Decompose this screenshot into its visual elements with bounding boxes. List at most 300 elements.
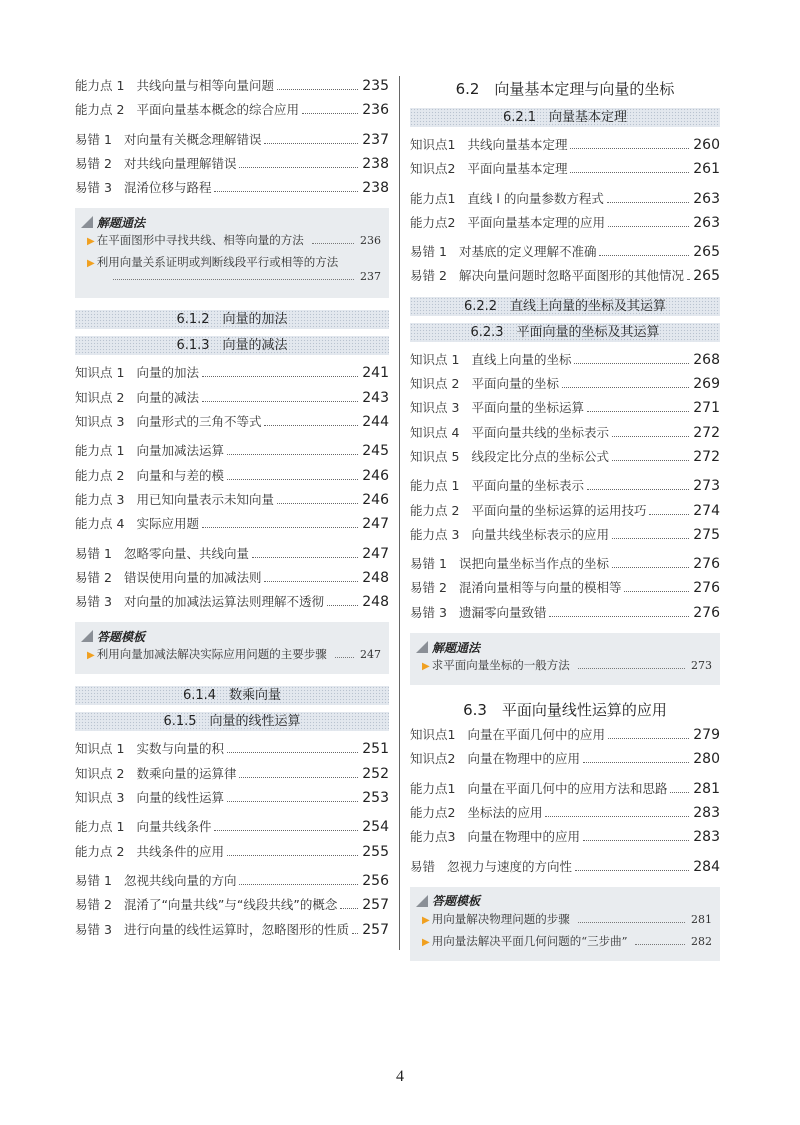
arrow-right-icon: ▶ [422, 914, 430, 926]
toc-entry[interactable] [75, 490, 389, 514]
method-entry[interactable] [81, 254, 381, 292]
toc-entry[interactable] [410, 749, 720, 773]
entry-title: 直线 l 的向量参数方程式 [467, 190, 604, 206]
entry-label: 能力点 1 [75, 443, 125, 459]
entry-title: 向量在平面几何中的应用 [467, 727, 605, 743]
page-number: 4 [396, 1068, 404, 1085]
entry-title: 错误使用向量的加减法则 [123, 569, 262, 585]
method-entry-page: 237 [360, 270, 381, 284]
toc-entry[interactable] [75, 441, 389, 465]
entry-title: 对基底的定义理解不准确 [458, 244, 597, 260]
toc-entry[interactable] [410, 725, 720, 749]
dot-leader [113, 279, 354, 280]
dot-leader [227, 752, 358, 753]
toc-entry[interactable] [410, 501, 720, 525]
method-entry-page: 281 [691, 912, 712, 926]
entry-label: 易错 3 [75, 921, 112, 937]
entry-label: 能力点1 [410, 780, 456, 796]
entry-title: 实际应用题 [136, 516, 199, 532]
entry-label: 知识点 5 [410, 448, 460, 464]
entry-title: 向量在物理中的应用 [467, 829, 580, 845]
toc-left-column [75, 76, 389, 949]
method-entry-title: 利用向量关系证明或判断线段平行或相等的方法 [96, 255, 339, 270]
entry-title: 忽视共线向量的方向 [123, 872, 237, 888]
entry-page: 246 [362, 491, 389, 508]
entry-page: 254 [362, 819, 389, 836]
entry-label: 知识点 3 [75, 790, 125, 806]
dot-leader [327, 605, 358, 606]
toc-entry-group [75, 76, 389, 125]
method-entry[interactable] [81, 232, 381, 254]
toc-entry[interactable] [75, 817, 389, 841]
dot-leader [202, 527, 358, 528]
toc-entry-group [410, 857, 720, 881]
dot-leader [608, 738, 689, 739]
method-box [410, 887, 720, 961]
entry-title: 线段定比分点的坐标公式 [471, 448, 609, 464]
entry-label: 能力点 1 [410, 478, 460, 494]
dot-leader [302, 113, 358, 114]
entry-label: 能力点3 [410, 829, 456, 845]
entry-label: 易错 2 [410, 580, 447, 596]
dot-leader [239, 884, 358, 885]
entry-title: 实数与向量的积 [136, 741, 224, 757]
entry-page: 245 [362, 443, 389, 460]
method-box-title [81, 626, 381, 646]
toc-entry[interactable] [410, 189, 720, 213]
toc-entry-group [410, 189, 720, 238]
method-box-title [416, 637, 712, 657]
entry-title: 平面向量基本概念的综合应用 [136, 102, 299, 118]
section-banner[interactable]: 6.1.2 向量的加法 [75, 310, 389, 329]
method-box-title [81, 212, 381, 232]
toc-entry-group [410, 554, 720, 627]
entry-page: 283 [693, 829, 720, 846]
toc-entry-group [75, 817, 389, 866]
entry-label: 知识点 2 [75, 765, 125, 781]
corner-triangle-icon [416, 895, 428, 907]
entry-page: 260 [693, 137, 720, 153]
dot-leader [575, 870, 689, 871]
arrow-right-icon: ▶ [87, 258, 95, 270]
entry-title: 忽略零向量、共线向量 [123, 545, 249, 561]
entry-page: 276 [693, 556, 720, 573]
dot-leader [670, 792, 689, 793]
entry-page: 275 [693, 526, 720, 543]
entry-label: 知识点 1 [75, 741, 125, 757]
toc-entry[interactable] [410, 827, 720, 851]
entry-title: 对向量有关概念理解错误 [123, 131, 262, 147]
entry-page: 244 [362, 414, 389, 431]
entry-title: 共线条件的应用 [136, 843, 224, 859]
entry-title: 向量共线坐标表示的应用 [471, 526, 609, 542]
entry-page: 265 [693, 268, 720, 285]
entry-label: 能力点 2 [75, 102, 125, 118]
dot-leader [578, 922, 685, 923]
entry-title: 向量的减法 [136, 389, 199, 405]
dot-leader [649, 514, 689, 515]
entry-page: 272 [693, 448, 720, 465]
entry-title: 对共线向量理解错误 [123, 155, 237, 171]
entry-label: 知识点1 [410, 727, 456, 743]
toc-entry[interactable] [410, 803, 720, 827]
dot-leader [214, 191, 358, 192]
dot-leader [227, 801, 358, 802]
toc-entry-group [75, 871, 389, 944]
dot-leader [607, 202, 689, 203]
dot-leader [227, 454, 358, 455]
toc-entry[interactable] [410, 135, 720, 159]
dot-leader [202, 401, 358, 402]
toc-entry[interactable] [75, 363, 389, 387]
entry-title: 解决向量问题时忽略平面图形的其他情况 [458, 268, 684, 284]
method-box [410, 633, 720, 685]
column-divider [399, 76, 400, 950]
entry-page: 255 [362, 843, 389, 860]
toc-entry-group [410, 350, 720, 471]
entry-page: 272 [693, 424, 720, 441]
toc-entry[interactable] [410, 159, 720, 183]
entry-label: 易错 1 [75, 131, 112, 147]
entry-title: 混淆了“向量共线”与“线段共线”的概念 [123, 897, 338, 913]
entry-label: 易错 2 [75, 897, 112, 913]
entry-page: 263 [693, 214, 720, 231]
entry-title: 坐标法的应用 [467, 804, 543, 820]
section-banner[interactable]: 6.1.4 数乘向量 [75, 686, 389, 705]
toc-entry-group [75, 544, 389, 617]
method-box-title-text: 答题模板 [97, 629, 146, 644]
entry-page: 238 [362, 155, 389, 172]
method-box-title-text: 答题模板 [432, 894, 481, 909]
dot-leader [239, 167, 358, 168]
entry-page: 269 [693, 376, 720, 393]
toc-entry[interactable] [410, 242, 720, 266]
entry-label: 知识点1 [410, 137, 456, 152]
entry-label: 易错 2 [75, 155, 112, 171]
entry-title: 遗漏零向量致错 [458, 604, 547, 620]
dot-leader [612, 460, 689, 461]
entry-label: 易错 [410, 858, 436, 874]
entry-title: 向量的加法 [136, 365, 199, 381]
entry-label: 能力点2 [410, 804, 456, 820]
chapter-heading[interactable]: 6.2 向量基本定理与向量的坐标 [455, 80, 675, 98]
entry-page: 251 [362, 741, 389, 758]
section-banner[interactable]: 6.2.3 平面向量的坐标及其运算 [410, 323, 720, 342]
corner-triangle-icon [416, 641, 428, 653]
dot-leader [214, 830, 358, 831]
entry-label: 能力点 2 [75, 467, 125, 483]
toc-entry[interactable] [75, 412, 389, 436]
toc-entry[interactable] [410, 266, 720, 290]
toc-entry[interactable] [410, 447, 720, 471]
entry-page: 257 [362, 921, 389, 938]
method-entry-page: 282 [691, 934, 712, 948]
entry-page: 280 [693, 751, 720, 768]
dot-leader [608, 226, 689, 227]
entry-label: 易错 2 [75, 569, 112, 585]
section-banner[interactable]: 6.2.2 直线上向量的坐标及其运算 [410, 297, 720, 316]
toc-entry[interactable] [75, 920, 389, 944]
corner-triangle-icon [81, 630, 93, 642]
toc-entry[interactable] [410, 423, 720, 447]
toc-entry[interactable] [410, 525, 720, 549]
arrow-right-icon: ▶ [422, 936, 430, 948]
entry-label: 易错 1 [75, 872, 112, 888]
arrow-right-icon: ▶ [87, 236, 95, 248]
toc-entry[interactable] [410, 476, 720, 500]
toc-entry[interactable] [410, 398, 720, 422]
dot-leader [587, 411, 689, 412]
dot-leader [570, 172, 689, 173]
entry-title: 共线向量与相等向量问题 [136, 78, 274, 93]
entry-title: 平面向量的坐标表示 [471, 478, 584, 494]
dot-leader [624, 591, 689, 592]
toc-entry[interactable] [75, 178, 389, 202]
method-entry[interactable] [416, 657, 712, 679]
dot-leader [277, 503, 358, 504]
entry-label: 能力点 3 [75, 491, 125, 507]
chapter-heading[interactable]: 6.3 平面向量线性运算的应用 [463, 701, 667, 720]
section-banner[interactable]: 6.1.5 向量的线性运算 [75, 712, 389, 731]
entry-page: 252 [362, 765, 389, 782]
entry-page: 279 [693, 727, 720, 744]
toc-entry-group [75, 441, 389, 538]
entry-label: 能力点2 [410, 214, 456, 230]
entry-page: 273 [693, 478, 720, 495]
toc-entry-group [410, 779, 720, 852]
entry-page: 261 [693, 161, 720, 178]
dot-leader [578, 668, 685, 669]
entry-title: 平面向量的坐标运算 [471, 400, 584, 416]
toc-entry[interactable] [75, 739, 389, 763]
method-entry-title: 用向量解决物理问题的步骤 [431, 911, 570, 926]
dot-leader [587, 489, 689, 490]
dot-leader [549, 616, 689, 617]
toc-entry[interactable] [410, 554, 720, 578]
toc-entry-group [410, 725, 720, 774]
toc-entry[interactable] [75, 871, 389, 895]
entry-title: 向量和与差的模 [136, 467, 224, 483]
method-entry[interactable] [416, 911, 712, 933]
dot-leader [252, 557, 358, 558]
entry-label: 能力点1 [410, 190, 456, 206]
entry-page: 265 [693, 244, 720, 261]
corner-triangle-icon [81, 216, 93, 228]
toc-entry[interactable] [410, 603, 720, 627]
dot-leader [599, 255, 689, 256]
entry-page: 243 [362, 389, 389, 406]
entry-page: 274 [693, 502, 720, 519]
method-entry-title: 求平面向量坐标的一般方法 [431, 658, 570, 673]
dot-leader [562, 387, 689, 388]
dot-leader [312, 243, 354, 244]
method-box-title-text: 解题通法 [97, 215, 146, 230]
entry-label: 易错 1 [410, 244, 447, 260]
toc-entry[interactable] [410, 350, 720, 374]
entry-page: 276 [693, 604, 720, 621]
toc-entry[interactable] [75, 764, 389, 788]
entry-title: 向量的线性运算 [136, 790, 224, 806]
method-entry-page: 236 [360, 234, 381, 248]
entry-label: 知识点 3 [75, 414, 125, 430]
toc-entry[interactable] [75, 788, 389, 812]
toc-entry[interactable] [410, 578, 720, 602]
entry-title: 向量在物理中的应用 [467, 751, 580, 767]
section-banner[interactable]: 6.2.1 向量基本定理 [410, 108, 720, 127]
dot-leader [202, 376, 358, 377]
entry-page: 271 [693, 400, 720, 417]
entry-page: 237 [362, 131, 389, 148]
dot-leader [612, 567, 689, 568]
dot-leader [574, 363, 689, 364]
entry-page: 284 [693, 858, 720, 875]
method-entry-page: 273 [691, 659, 712, 673]
entry-page: 253 [362, 790, 389, 807]
dot-leader [583, 840, 689, 841]
entry-page: 246 [362, 467, 389, 484]
entry-title: 对向量的加减法运算法则理解不透彻 [123, 594, 324, 610]
entry-title: 忽视力与速度的方向性 [447, 858, 573, 874]
toc-entry-group [410, 135, 720, 184]
toc-entry[interactable] [75, 466, 389, 490]
toc-entry-group [75, 739, 389, 812]
entry-label: 知识点 1 [410, 351, 460, 367]
dot-leader [239, 777, 358, 778]
entry-title: 误把向量坐标当作点的坐标 [458, 556, 609, 572]
entry-page: 276 [693, 580, 720, 597]
method-entry-page: 247 [360, 648, 381, 662]
entry-label: 能力点 2 [410, 502, 460, 518]
entry-title: 平面向量基本定理 [467, 161, 568, 177]
entry-label: 知识点 4 [410, 424, 460, 440]
entry-title: 向量共线条件 [136, 819, 212, 835]
entry-page: 241 [362, 365, 389, 382]
entry-label: 能力点 1 [75, 819, 125, 835]
entry-label: 知识点 2 [75, 389, 125, 405]
dot-leader [687, 279, 689, 280]
section-banner[interactable]: 6.1.3 向量的减法 [75, 336, 389, 355]
entry-title: 向量形式的三角不等式 [136, 414, 262, 430]
toc-entry[interactable] [75, 895, 389, 919]
toc-entry[interactable] [75, 514, 389, 538]
entry-title: 向量在平面几何中的应用方法和思路 [467, 780, 668, 796]
dot-leader [612, 436, 689, 437]
entry-page: 263 [693, 190, 720, 207]
arrow-right-icon: ▶ [422, 661, 430, 673]
method-entry-continuation [87, 270, 381, 292]
entry-label: 易错 3 [410, 604, 447, 620]
entry-title: 平面向量共线的坐标表示 [471, 424, 609, 440]
entry-label: 知识点 3 [410, 400, 460, 416]
entry-label: 能力点 4 [75, 516, 125, 532]
dot-leader [277, 89, 358, 90]
entry-label: 易错 1 [410, 556, 447, 572]
dot-leader [583, 762, 689, 763]
toc-entry-group [75, 130, 389, 203]
toc-entry[interactable] [75, 100, 389, 124]
entry-page: 236 [362, 102, 389, 119]
dot-leader [352, 933, 358, 934]
toc-entry[interactable] [75, 388, 389, 412]
entry-label: 能力点 3 [410, 526, 460, 542]
method-entry[interactable] [81, 646, 381, 668]
toc-entry[interactable] [75, 154, 389, 178]
entry-label: 易错 1 [75, 545, 112, 561]
entry-title: 直线上向量的坐标 [471, 351, 572, 367]
method-entry-title: 在平面图形中寻找共线、相等向量的方法 [96, 233, 304, 248]
toc-entry-group [410, 476, 720, 549]
dot-leader [612, 538, 689, 539]
entry-label: 易错 3 [75, 180, 112, 196]
toc-entry[interactable] [410, 213, 720, 237]
entry-page: 248 [362, 594, 389, 611]
entry-label: 知识点2 [410, 751, 456, 767]
entry-page: 238 [362, 180, 389, 197]
entry-page: 235 [362, 78, 389, 94]
entry-title: 进行向量的线性运算时，忽略图形的性质 [123, 921, 349, 937]
dot-leader [340, 908, 358, 909]
method-entry-title: 利用向量加减法解决实际应用问题的主要步骤 [96, 647, 327, 662]
entry-title: 用已知向量表示未知向量 [136, 491, 274, 507]
entry-title: 共线向量基本定理 [467, 137, 568, 152]
method-box-title [416, 891, 712, 911]
method-box [75, 622, 389, 674]
method-box [75, 208, 389, 298]
toc-entry[interactable] [410, 374, 720, 398]
dot-leader [635, 944, 685, 945]
toc-entry[interactable] [410, 857, 720, 881]
entry-label: 能力点 1 [75, 78, 125, 93]
entry-title: 平面向量的坐标运算的运用技巧 [471, 502, 647, 518]
entry-page: 281 [693, 780, 720, 797]
entry-title: 平面向量的坐标 [471, 376, 559, 392]
toc-entry[interactable] [75, 842, 389, 866]
entry-page: 248 [362, 569, 389, 586]
entry-page: 257 [362, 897, 389, 914]
entry-label: 知识点2 [410, 161, 456, 177]
entry-page: 283 [693, 804, 720, 821]
dot-leader [570, 148, 689, 149]
dot-leader [545, 816, 689, 817]
toc-entry[interactable] [410, 779, 720, 803]
method-entry[interactable] [416, 933, 712, 955]
dot-leader [335, 657, 354, 658]
entry-title: 混淆向量相等与向量的模相等 [458, 580, 622, 596]
toc-entry[interactable] [75, 544, 389, 568]
toc-entry[interactable] [75, 568, 389, 592]
dot-leader [264, 581, 358, 582]
entry-label: 易错 2 [410, 268, 447, 284]
toc-entry-group [75, 363, 389, 436]
entry-title: 平面向量基本定理的应用 [467, 214, 605, 230]
method-box-title-text: 解题通法 [432, 640, 481, 655]
entry-label: 能力点 2 [75, 843, 125, 859]
toc-entry[interactable] [75, 592, 389, 616]
entry-label: 易错 3 [75, 594, 112, 610]
dot-leader [227, 479, 358, 480]
dot-leader [264, 143, 358, 144]
arrow-right-icon: ▶ [87, 650, 95, 662]
toc-entry[interactable] [75, 76, 389, 100]
entry-page: 247 [362, 545, 389, 562]
toc-entry-group [410, 242, 720, 291]
entry-label: 知识点 2 [410, 376, 460, 392]
entry-page: 247 [362, 516, 389, 533]
method-entry-title: 用向量法解决平面几何问题的“三步曲” [431, 933, 628, 948]
entry-title: 混淆位移与路程 [123, 180, 212, 196]
toc-entry[interactable] [75, 130, 389, 154]
toc-right-column [410, 76, 720, 973]
